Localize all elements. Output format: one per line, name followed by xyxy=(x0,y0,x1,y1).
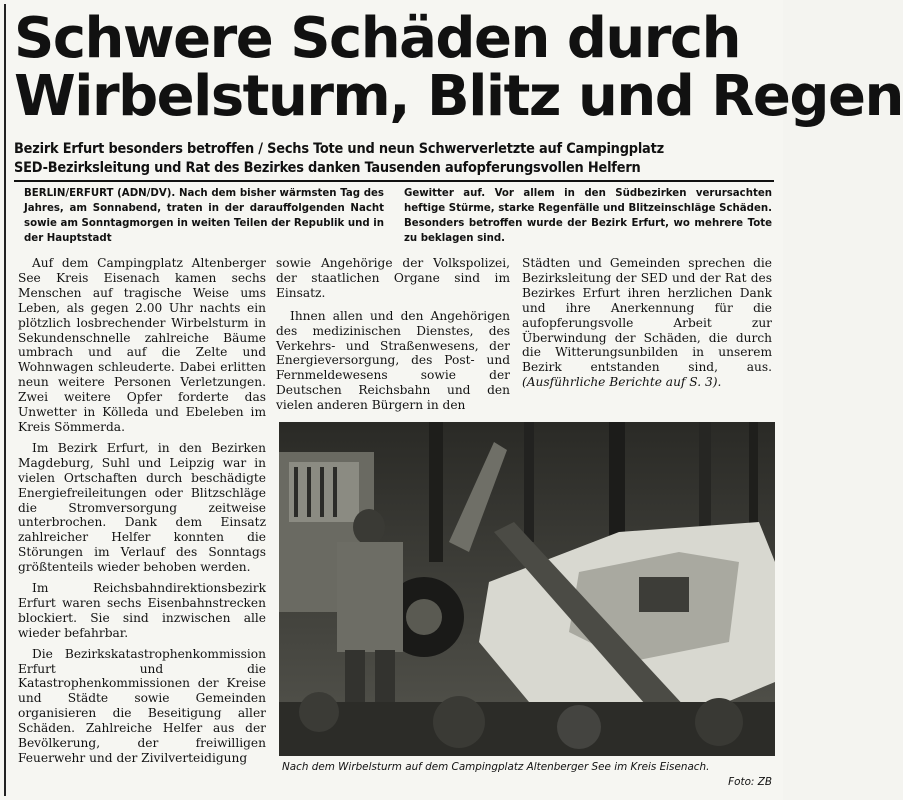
column-3-paragraph xyxy=(522,256,772,390)
section-divider xyxy=(14,180,774,182)
lead-paragraph-right: Gewitter auf. Vor allem in den Südbezirken verursachten heftige Stürme, starke Regenfälle und Blitzeinschläge Schäden. Besonders betroffen wurde der Bezirk Erfurt, wo mehrere Tote zu beklagen sind. xyxy=(404,188,772,244)
campsite-wreckage-photo xyxy=(279,422,775,756)
headline-line-1: Schwere Schäden durch xyxy=(14,6,740,71)
subheadline-line-2: SED-Bezirksleitung und Rat des Bezirkes danken Tausenden aufopferungsvollen Helfern xyxy=(14,160,641,176)
left-border-rule xyxy=(4,4,6,796)
column-1-paragraph-4: Die Bezirkskatastrophenkommission Erfurt und die Katastrophenkommissionen der Kreise und Städte sowie Gemeinden organisieren die Beseitigung aller Schäden. Zahlreiche Helfer aus der Bevölkerung, der freiwilligen Feuerwehr und der Zivilverteidigung xyxy=(18,646,266,765)
headline-line-2: Wirbelsturm, Blitz und Regen xyxy=(14,64,903,129)
page-reference: (Ausführliche Berichte auf S. 3). xyxy=(522,375,722,390)
subheadline xyxy=(14,140,774,178)
column-1-paragraph-3: Im Reichsbahndirektionsbezirk Erfurt waren sechs Eisenbahnstrecken blockiert. Sie sind inzwischen alle wieder befahrbar. xyxy=(18,581,266,640)
subheadline-line-1: Bezirk Erfurt besonders betroffen / Sechs Tote und neun Schwerverletzte auf Campingplatz xyxy=(14,141,664,157)
headline xyxy=(14,6,903,129)
column-2-paragraph-2: Ihnen allen und den Angehörigen des medizinischen Dienstes, des Verkehrs- und Straßenwesens, der Energieversorgung, des Post- und Fernmeldewesens sowie der Deutschen Reichsbahn und den vielen anderen Bürgern in den xyxy=(276,308,510,413)
article-column-3 xyxy=(522,256,772,398)
photo-caption xyxy=(282,760,774,788)
lead-paragraph-left: BERLIN/ERFURT (ADN/DV). Nach dem bisher wärmsten Tag des Jahres, am Sonnabend, traten in der darauffolgenden Nacht sowie am Sonntagmorgen in weiten Teilen der Republik und in der Hauptstadt xyxy=(24,188,384,244)
photo-caption-text: Nach dem Wirbelsturm auf dem Campingplatz Altenberger See im Kreis Eisenach. xyxy=(282,761,710,773)
column-1-paragraph-2: Im Bezirk Erfurt, in den Bezirken Magdeburg, Suhl und Leipzig war in vielen Ortschaften durch beschädigte Energiefreileitungen oder Blitzschläge die Stromversorgung zeitweise unterbrochen. Dank dem Einsatz zahlreicher Helfer konnten die Störungen im Verlauf des Sonntags größtenteils wieder behoben werden. xyxy=(18,440,266,575)
column-1-paragraph-1: Auf dem Campingplatz Altenberger See Kreis Eisenach kamen sechs Menschen auf tragische Weise ums Leben, als gegen 2.00 Uhr nachts ein plötzlich losbrechender Wirbelsturm in Sekundenschnelle zahlreiche Bäume umbrach und auf die Zelte und Wohnwagen schleuderte. Dabei erlitten neun weitere Personen Verletzungen. Zwei weitere Opfer forderte das Unwetter in Kölleda und Ebeleben im Kreis Sömmerda. xyxy=(18,256,266,434)
article-column-1 xyxy=(18,256,266,772)
news-photo xyxy=(279,422,775,756)
photo-credit: Foto: ZB xyxy=(728,776,772,788)
column-2-paragraph-1: sowie Angehörige der Volkspolizei, der staatlichen Organe sind im Einsatz. xyxy=(276,256,510,300)
article-column-2 xyxy=(276,256,510,421)
column-3-text: Städten und Gemeinden sprechen die Bezirksleitung der SED und der Rat des Bezirkes Erfurt ihren herzlichen Dank und ihre Anerkennung für die aufopferungsvolle Arbeit zur Überwindung der Schäden, die durch die Witterungsunbilden in unserem Bezirk entstanden sind, aus. xyxy=(522,256,772,375)
